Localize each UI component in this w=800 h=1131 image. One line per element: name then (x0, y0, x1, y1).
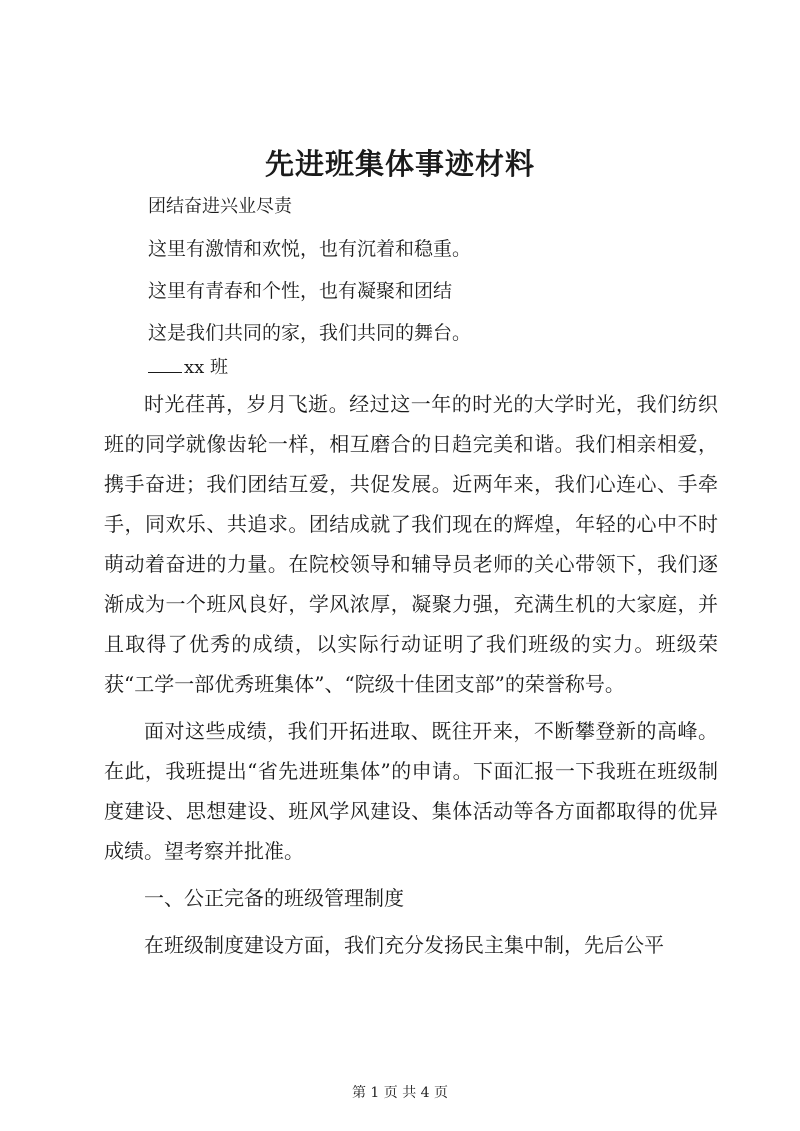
poem-line: 这是我们共同的家，我们共同的舞台。 (148, 322, 472, 344)
poem-line: 这里有青春和个性，也有凝聚和团结 (148, 280, 453, 302)
poem-line: 这里有激情和欢悦，也有沉着和稳重。 (148, 238, 472, 260)
signature-line (148, 353, 228, 379)
signature-text: xx 班 (184, 357, 229, 378)
section-heading: 一、公正完备的班级管理制度 (144, 886, 404, 910)
poem-block (148, 190, 471, 358)
page-footer: 第 1 页 共 4 页 (351, 1085, 449, 1101)
document-title: 先进班集体事迹材料 (264, 147, 535, 181)
body-paragraph: 在班级制度建设方面，我们充分发扬民主集中制，先后公平 (144, 933, 664, 957)
blank-underline (148, 356, 182, 373)
poem-line: 团结奋进兴业尽责 (148, 196, 292, 217)
body-text (104, 384, 718, 965)
body-paragraph: 时光荏苒，岁月飞逝。经过这一年的时光的大学时光，我们纺织班的同学就像齿轮一样，相互磨合的日趋完美和谐。我们相亲相爱，携手奋进；我们团结互爱，共促发展。近两年来，我们心连心、手牵手，同欢乐、共追求。团结成就了我们现在的辉煌，年轻的心中不时萌动着奋进的力量。在院校领导和辅导员老师的关心带领下，我们逐渐成为一个班风良好，学风浓厚，凝聚力强，充满生机的大家庭，并且取得了优秀的成绩，以实际行动证明了我们班级的实力。班级荣获“工学一部优秀班集体”、“院级十佳团支部”的荣誉称号。 (104, 392, 718, 696)
body-paragraph: 面对这些成绩，我们开拓进取、既往开来，不断攀登新的高峰。在此，我班提出“省先进班集体”的申请。下面汇报一下我班在班级制度建设、思想建设、班风学风建设、集体活动等各方面都取得的优异成绩。望考察并批准。 (104, 719, 718, 863)
